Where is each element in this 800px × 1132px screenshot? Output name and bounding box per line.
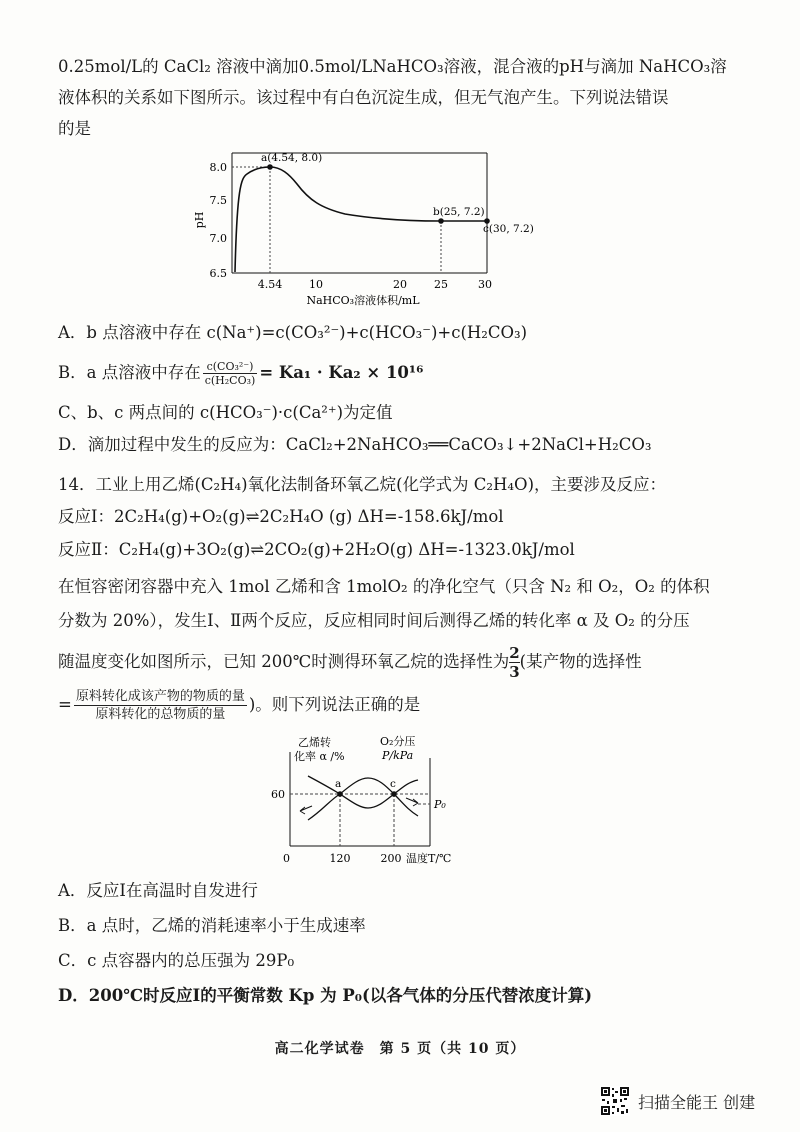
q14-stem: 14．工业上用乙烯(C₂H₄)氧化法制备环氧乙烷(化学式为 C₂H₄O)，主要涉及反应： [58, 475, 667, 494]
q14-para-2: 分数为 20%），发生Ⅰ、Ⅱ两个反应，反应相同时间后测得乙烯的转化率 α 及 O₂ 的分压 [58, 611, 690, 630]
intro-line-2: 液体积的关系如下图所示。该过程中有白色沉淀生成，但无气泡产生。下列说法错误 [58, 88, 669, 107]
conversion-chart [268, 732, 508, 870]
fraction-numerator: 2 [509, 644, 520, 662]
intro-line-1: 0.25mol/L的 CaCl₂ 溶液中滴加0.5mol/LNaHCO₃溶液，混合液的pH与滴加 NaHCO₃溶 [58, 57, 727, 76]
fraction-numerator: c(CO₃²⁻) [203, 360, 258, 374]
conv-xtick-120: 120 [329, 852, 351, 865]
o2-pressure-curve [308, 776, 418, 808]
ph-xtick-20: 20 [393, 278, 407, 291]
fraction-numerator: 原料转化成该产物的物质的量 [75, 689, 245, 704]
q13-option-c: C、b、c 两点间的 c(HCO₃⁻)·c(Ca²⁺)为定值 [58, 403, 393, 422]
ph-ytick-6.5: 6.5 [209, 267, 227, 280]
q13-option-a: A．b 点溶液中存在 c(Na⁺)=c(CO₃²⁻)+c(HCO₃⁻)+c(H₂CO₃) [58, 323, 528, 342]
q14-para-4-suffix: )。则下列说法正确的是 [248, 695, 421, 714]
selectivity-fraction [509, 644, 519, 681]
q14-reaction-1: 反应Ⅰ：2C₂H₄(g)+O₂(g)⇌2C₂H₄O (g) ΔH=-158.6kJ/mol [58, 507, 504, 526]
ph-xlabel: NaHCO₃溶液体积/mL [306, 294, 420, 307]
conv-point-c [391, 791, 397, 797]
page-footer: 高二化学试卷 第 5 页（共 10 页） [274, 1041, 526, 1057]
q14-para-1: 在恒容密闭容器中充入 1mol 乙烯和含 1molO₂ 的净化空气（只含 N₂ 和 O₂，O₂ 的体积 [58, 577, 710, 596]
conv-point-a [337, 791, 343, 797]
ph-xtick-25: 25 [434, 278, 448, 291]
ph-chart [185, 148, 565, 308]
arrow-right-icon [406, 798, 418, 806]
o2-ytick-p0: P₀ [434, 798, 446, 811]
ph-xtick-4.54: 4.54 [257, 278, 283, 291]
ph-ytick-8: 8.0 [209, 161, 227, 174]
conv-ylabel-1: 乙烯转 [298, 736, 331, 749]
ph-xtick-30: 30 [478, 278, 492, 291]
ph-ylabel: pH [193, 211, 206, 229]
q14-para-3 [58, 644, 642, 681]
q14-option-a: A．反应Ⅰ在高温时自发进行 [58, 881, 258, 900]
q13-option-b-fraction [203, 360, 258, 387]
o2-ylabel-1: O₂分压 [380, 735, 416, 748]
scanner-watermark [600, 1086, 755, 1116]
conv-xlabel: 温度T/℃ [406, 852, 452, 865]
ph-curve [235, 167, 487, 272]
qr-code-icon [600, 1086, 630, 1116]
conv-xtick-0: 0 [283, 852, 290, 865]
intro-line-3: 的是 [58, 119, 91, 138]
q14-para-3-suffix: (某产物的选择性 [519, 652, 642, 671]
conv-label-a: a [335, 778, 342, 790]
q14-para-3-prefix: 随温度变化如图所示，已知 200℃时测得环氧乙烷的选择性为 [58, 652, 510, 671]
ph-label-a: a(4.54, 8.0) [261, 152, 323, 164]
ph-ytick-7: 7.0 [209, 232, 227, 245]
ph-point-a [267, 164, 273, 170]
conv-ylabel-2: 化率 α /% [294, 750, 345, 763]
selectivity-definition-fraction [74, 688, 247, 723]
conv-xtick-200: 200 [380, 852, 402, 865]
ph-ytick-7.5: 7.5 [209, 194, 227, 207]
ph-point-b [438, 218, 444, 224]
q14-para-4-eq: = [58, 695, 72, 714]
ph-label-b: b(25, 7.2) [433, 206, 485, 218]
q13-option-b-prefix: B．a 点溶液中存在 [58, 363, 201, 382]
ph-label-c: c(30, 7.2) [483, 223, 534, 235]
q14-para-4 [58, 688, 420, 723]
fraction-denominator: c(H₂CO₃) [204, 374, 256, 387]
conv-ytick-60: 60 [271, 788, 285, 801]
q13-option-d: D．滴加过程中发生的反应为：CaCl₂+2NaHCO₃══CaCO₃↓+2NaCl+H₂CO₃ [58, 435, 652, 454]
q14-option-d: D．200℃时反应Ⅰ的平衡常数 Kp 为 P₀(以各气体的分压代替浓度计算) [58, 986, 593, 1005]
o2-ylabel-2: P/kPa [382, 749, 414, 762]
q13-option-b [58, 360, 423, 387]
arrow-left-icon [300, 806, 312, 814]
ph-xtick-10: 10 [309, 278, 323, 291]
fraction-denominator: 3 [509, 663, 520, 681]
q14-option-b: B．a 点时，乙烯的消耗速率小于生成速率 [58, 916, 366, 935]
q14-option-c: C．c 点容器内的总压强为 29P₀ [58, 951, 295, 970]
scanner-watermark-text: 扫描全能王 创建 [638, 1092, 756, 1112]
q14-reaction-2: 反应Ⅱ：C₂H₄(g)+3O₂(g)⇌2CO₂(g)+2H₂O(g) ΔH=-1323.0kJ/mol [58, 540, 575, 559]
conv-label-c: c [390, 778, 396, 790]
fraction-denominator: 原料转化的总物质的量 [95, 707, 226, 722]
q13-option-b-suffix: = Ka₁ · Ka₂ × 10¹⁶ [259, 363, 424, 382]
